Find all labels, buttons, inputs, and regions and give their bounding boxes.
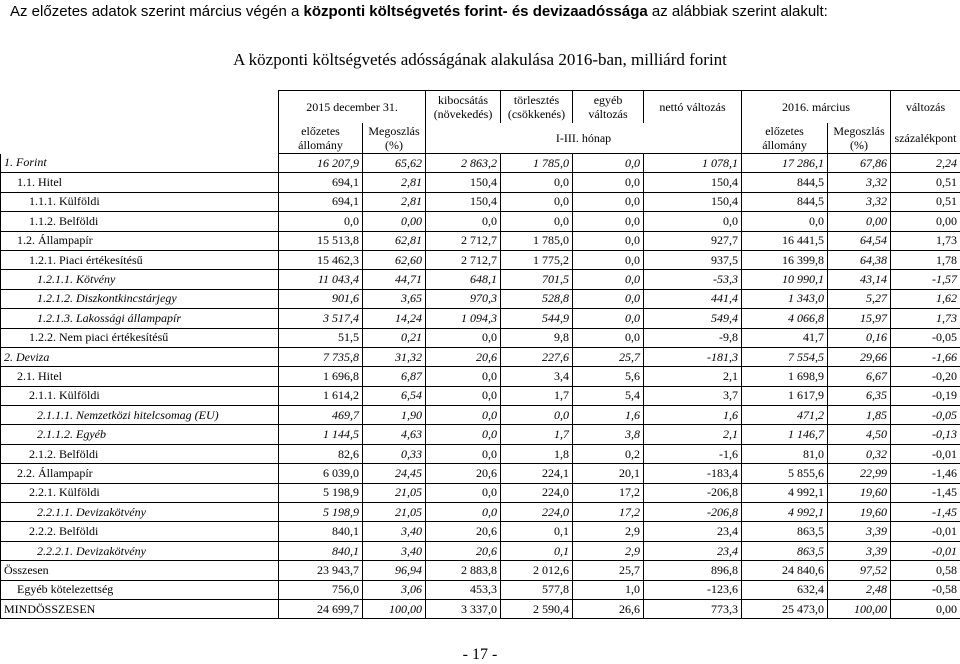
- row-value: 224,0: [501, 483, 573, 502]
- row-value: 24,45: [363, 464, 426, 483]
- row-value: 6,54: [363, 386, 426, 405]
- row-value: 25,7: [573, 561, 644, 580]
- table-row: [1, 231, 960, 250]
- row-value: 26,6: [573, 599, 644, 618]
- row-value: -0,13: [891, 425, 960, 444]
- intro-pre: Az előzetes adatok szerint március végén a: [10, 3, 304, 20]
- row-value: -1,45: [891, 503, 960, 522]
- row-value: 227,6: [501, 347, 573, 366]
- row-value: 17,2: [573, 503, 644, 522]
- row-value: 3,06: [363, 580, 426, 599]
- table-row: [1, 444, 960, 463]
- row-value: 2 863,2: [426, 154, 501, 173]
- row-value: 1 094,3: [426, 309, 501, 328]
- row-value: 1 617,9: [742, 386, 828, 405]
- row-value: 549,4: [644, 309, 742, 328]
- table-body: [1, 154, 960, 619]
- row-value: 4 066,8: [742, 309, 828, 328]
- header-torlesztes: törlesztés (csökkenés): [501, 91, 573, 124]
- row-value: 648,1: [426, 270, 501, 289]
- row-value: 0,32: [828, 444, 891, 463]
- row-value: 2,24: [891, 154, 960, 173]
- row-value: 0,0: [573, 328, 644, 347]
- row-label: 1.1.1. Külföldi: [1, 192, 279, 211]
- row-value: -0,05: [891, 328, 960, 347]
- row-value: 3,40: [363, 522, 426, 541]
- table-row: [1, 270, 960, 289]
- row-label: 1.2.1.3. Lakossági állampapír: [1, 309, 279, 328]
- row-value: 10 990,1: [742, 270, 828, 289]
- row-value: 0,0: [426, 425, 501, 444]
- row-value: -1,6: [644, 444, 742, 463]
- row-value: 7 554,5: [742, 347, 828, 366]
- row-value: 1 078,1: [644, 154, 742, 173]
- row-value: 3,40: [363, 541, 426, 560]
- row-value: 694,1: [279, 192, 363, 211]
- row-value: -0,01: [891, 522, 960, 541]
- row-value: 0,51: [891, 192, 960, 211]
- row-value: 11 043,4: [279, 270, 363, 289]
- row-value: 1,0: [573, 580, 644, 599]
- row-value: 2,81: [363, 192, 426, 211]
- row-value: 14,24: [363, 309, 426, 328]
- row-value: 100,00: [363, 599, 426, 618]
- row-value: 0,0: [644, 212, 742, 231]
- row-label: 2.2.1. Külföldi: [1, 483, 279, 502]
- row-value: 1 785,0: [501, 154, 573, 173]
- table-row: [1, 289, 960, 308]
- row-value: 19,60: [828, 483, 891, 502]
- table-row: [1, 386, 960, 405]
- row-label: Összesen: [1, 561, 279, 580]
- row-value: 15,97: [828, 309, 891, 328]
- row-label: 2.2.1.1. Devizakötvény: [1, 503, 279, 522]
- row-value: 970,3: [426, 289, 501, 308]
- row-value: 844,5: [742, 192, 828, 211]
- row-value: 20,6: [426, 347, 501, 366]
- table-row: [1, 425, 960, 444]
- row-value: 0,0: [426, 444, 501, 463]
- row-label: 2.2.2. Belföldi: [1, 522, 279, 541]
- row-value: 6,35: [828, 386, 891, 405]
- row-value: 5 198,9: [279, 483, 363, 502]
- row-label: 2.1. Hitel: [1, 367, 279, 386]
- row-value: 1,7: [501, 425, 573, 444]
- row-value: 17,2: [573, 483, 644, 502]
- row-value: 24 840,6: [742, 561, 828, 580]
- row-value: 6,87: [363, 367, 426, 386]
- row-value: 224,1: [501, 464, 573, 483]
- row-value: 0,0: [573, 231, 644, 250]
- row-value: 20,6: [426, 522, 501, 541]
- row-value: 2 012,6: [501, 561, 573, 580]
- row-value: 1 696,8: [279, 367, 363, 386]
- row-value: 1,90: [363, 406, 426, 425]
- row-value: -1,66: [891, 347, 960, 366]
- header-valtozas: változás: [891, 91, 960, 124]
- row-value: 5,4: [573, 386, 644, 405]
- row-value: 937,5: [644, 250, 742, 269]
- row-value: 51,5: [279, 328, 363, 347]
- table-row: [1, 580, 960, 599]
- row-value: 1,7: [501, 386, 573, 405]
- row-value: -183,4: [644, 464, 742, 483]
- row-value: 5,6: [573, 367, 644, 386]
- row-value: 441,4: [644, 289, 742, 308]
- row-value: 0,0: [279, 212, 363, 231]
- row-value: 15 513,8: [279, 231, 363, 250]
- row-value: 2 712,7: [426, 250, 501, 269]
- row-value: 1 785,0: [501, 231, 573, 250]
- row-value: 840,1: [279, 522, 363, 541]
- row-value: 2,9: [573, 541, 644, 560]
- row-value: 0,0: [573, 154, 644, 173]
- row-value: 3,32: [828, 192, 891, 211]
- row-value: 0,0: [573, 173, 644, 192]
- row-value: 23 943,7: [279, 561, 363, 580]
- row-value: 0,0: [426, 212, 501, 231]
- row-label: 1.2.1. Piaci értékesítésű: [1, 250, 279, 269]
- row-value: 1 144,5: [279, 425, 363, 444]
- row-value: 64,54: [828, 231, 891, 250]
- row-value: 16 207,9: [279, 154, 363, 173]
- row-value: 469,7: [279, 406, 363, 425]
- row-value: 1 614,2: [279, 386, 363, 405]
- row-value: 3,39: [828, 522, 891, 541]
- row-value: 2 590,4: [501, 599, 573, 618]
- row-value: 863,5: [742, 541, 828, 560]
- row-value: 0,16: [828, 328, 891, 347]
- row-value: 1 698,9: [742, 367, 828, 386]
- row-value: 4 992,1: [742, 503, 828, 522]
- row-value: 20,1: [573, 464, 644, 483]
- row-value: 3,65: [363, 289, 426, 308]
- page-number: - 17 -: [462, 646, 498, 663]
- row-value: 0,0: [573, 212, 644, 231]
- row-value: 0,2: [573, 444, 644, 463]
- row-value: 756,0: [279, 580, 363, 599]
- row-value: 44,71: [363, 270, 426, 289]
- table-row: [1, 561, 960, 580]
- row-value: 29,66: [828, 347, 891, 366]
- row-value: 0,0: [426, 406, 501, 425]
- row-label: 2.1.1.1. Nemzetközi hitelcsomag (EU): [1, 406, 279, 425]
- row-value: 150,4: [644, 173, 742, 192]
- row-label: 1.1.2. Belföldi: [1, 212, 279, 231]
- row-value: 0,0: [573, 192, 644, 211]
- row-value: 17 286,1: [742, 154, 828, 173]
- row-value: 528,8: [501, 289, 573, 308]
- row-value: 577,8: [501, 580, 573, 599]
- row-value: 0,0: [742, 212, 828, 231]
- row-label: 2. Deviza: [1, 347, 279, 366]
- header-kibocsatas: kibocsátás (növekedés): [426, 91, 501, 124]
- row-value: 21,05: [363, 503, 426, 522]
- row-value: 24 699,7: [279, 599, 363, 618]
- table-row: [1, 406, 960, 425]
- header-szazalekpont: százalékpont: [891, 123, 960, 154]
- table-row: [1, 522, 960, 541]
- header-march: 2016. március: [742, 91, 891, 124]
- table-row: [1, 309, 960, 328]
- row-value: 0,0: [426, 328, 501, 347]
- row-label: Egyéb kötelezettség: [1, 580, 279, 599]
- row-value: 23,4: [644, 541, 742, 560]
- row-value: 1 775,2: [501, 250, 573, 269]
- row-value: 81,0: [742, 444, 828, 463]
- row-value: 632,4: [742, 580, 828, 599]
- row-value: 844,5: [742, 173, 828, 192]
- row-value: 31,32: [363, 347, 426, 366]
- row-value: -53,3: [644, 270, 742, 289]
- row-value: 0,0: [573, 289, 644, 308]
- table-row: [1, 367, 960, 386]
- row-value: -206,8: [644, 483, 742, 502]
- row-value: 901,6: [279, 289, 363, 308]
- row-value: 0,0: [573, 309, 644, 328]
- row-value: 471,2: [742, 406, 828, 425]
- row-value: 0,58: [891, 561, 960, 580]
- row-value: 96,94: [363, 561, 426, 580]
- header-i-iii: I-III. hónap: [426, 123, 742, 154]
- table-title: A központi költségvetés adósságának alakulása 2016-ban, milliárd forint: [233, 50, 727, 69]
- row-value: 150,4: [426, 192, 501, 211]
- row-value: 0,1: [501, 541, 573, 560]
- row-value: 1,78: [891, 250, 960, 269]
- row-value: 16 399,8: [742, 250, 828, 269]
- row-value: 0,0: [426, 386, 501, 405]
- row-value: 3,32: [828, 173, 891, 192]
- row-value: 0,0: [426, 503, 501, 522]
- row-value: 1,85: [828, 406, 891, 425]
- row-value: 1,62: [891, 289, 960, 308]
- row-value: -0,01: [891, 444, 960, 463]
- row-label: 1.2.2. Nem piaci értékesítésű: [1, 328, 279, 347]
- table-row: [1, 541, 960, 560]
- table-row: [1, 192, 960, 211]
- row-value: 64,38: [828, 250, 891, 269]
- row-value: 67,86: [828, 154, 891, 173]
- intro-post: az alábbiak szerint alakult:: [647, 3, 828, 20]
- row-value: 3 517,4: [279, 309, 363, 328]
- row-value: 840,1: [279, 541, 363, 560]
- row-value: 0,0: [501, 406, 573, 425]
- row-value: 2,81: [363, 173, 426, 192]
- row-value: 773,3: [644, 599, 742, 618]
- row-value: 22,99: [828, 464, 891, 483]
- row-label: 1.2.1.1. Kötvény: [1, 270, 279, 289]
- row-value: 82,6: [279, 444, 363, 463]
- row-value: 0,0: [501, 212, 573, 231]
- row-value: 694,1: [279, 173, 363, 192]
- table-row: [1, 212, 960, 231]
- header-blank: [1, 91, 279, 154]
- row-value: 2,48: [828, 580, 891, 599]
- row-value: 0,0: [573, 250, 644, 269]
- row-value: 863,5: [742, 522, 828, 541]
- row-value: 544,9: [501, 309, 573, 328]
- row-value: 896,8: [644, 561, 742, 580]
- row-value: 1 146,7: [742, 425, 828, 444]
- table-row: [1, 464, 960, 483]
- row-label: 2.1.1. Külföldi: [1, 386, 279, 405]
- row-label: 1. Forint: [1, 154, 279, 173]
- row-value: 453,3: [426, 580, 501, 599]
- row-value: 701,5: [501, 270, 573, 289]
- intro-bold: központi költségvetés forint- és devizaadóssága: [303, 3, 648, 20]
- row-value: 6,67: [828, 367, 891, 386]
- row-value: 9,8: [501, 328, 573, 347]
- row-value: 150,4: [426, 173, 501, 192]
- header-row-1: [1, 91, 960, 124]
- row-value: 1,73: [891, 309, 960, 328]
- row-value: 1 343,0: [742, 289, 828, 308]
- table-row: [1, 154, 960, 173]
- row-value: 25 473,0: [742, 599, 828, 618]
- row-value: 20,6: [426, 464, 501, 483]
- row-value: -0,58: [891, 580, 960, 599]
- header-dec31: 2015 december 31.: [279, 91, 426, 124]
- table-row: [1, 599, 960, 618]
- row-value: 3,4: [501, 367, 573, 386]
- row-value: 2,9: [573, 522, 644, 541]
- row-value: -181,3: [644, 347, 742, 366]
- row-value: 0,51: [891, 173, 960, 192]
- table-row: [1, 503, 960, 522]
- row-value: -1,57: [891, 270, 960, 289]
- row-value: -0,01: [891, 541, 960, 560]
- row-value: 0,00: [363, 212, 426, 231]
- row-value: -0,20: [891, 367, 960, 386]
- row-value: 0,00: [891, 212, 960, 231]
- row-value: 0,00: [828, 212, 891, 231]
- row-value: 3 337,0: [426, 599, 501, 618]
- row-label: 1.2.1.2. Diszkontkincstárjegy: [1, 289, 279, 308]
- table-row: [1, 483, 960, 502]
- row-value: 21,05: [363, 483, 426, 502]
- row-value: 224,0: [501, 503, 573, 522]
- row-value: 100,00: [828, 599, 891, 618]
- row-value: 19,60: [828, 503, 891, 522]
- row-value: 150,4: [644, 192, 742, 211]
- row-value: 43,14: [828, 270, 891, 289]
- row-value: -9,8: [644, 328, 742, 347]
- row-value: 5 855,6: [742, 464, 828, 483]
- row-value: 1,8: [501, 444, 573, 463]
- row-value: 25,7: [573, 347, 644, 366]
- row-value: 3,7: [644, 386, 742, 405]
- row-value: -1,46: [891, 464, 960, 483]
- row-value: 0,0: [501, 192, 573, 211]
- row-value: 1,6: [644, 406, 742, 425]
- row-value: 4,63: [363, 425, 426, 444]
- row-label: 2.2.2.1. Devizakötvény: [1, 541, 279, 560]
- row-value: 4 992,1: [742, 483, 828, 502]
- row-value: 2,1: [644, 367, 742, 386]
- header-elozetes-2: előzetes állomány: [742, 123, 828, 154]
- row-value: 20,6: [426, 541, 501, 560]
- row-value: 65,62: [363, 154, 426, 173]
- row-value: 0,0: [426, 483, 501, 502]
- row-value: 927,7: [644, 231, 742, 250]
- row-value: 3,39: [828, 541, 891, 560]
- row-label: 2.2. Állampapír: [1, 464, 279, 483]
- row-value: 2 883,8: [426, 561, 501, 580]
- row-value: -206,8: [644, 503, 742, 522]
- header-megoszlas-2: Megoszlás (%): [828, 123, 891, 154]
- table-row: [1, 250, 960, 269]
- row-value: 62,60: [363, 250, 426, 269]
- row-value: 0,0: [426, 367, 501, 386]
- intro-text: [10, 3, 828, 20]
- table-row: [1, 347, 960, 366]
- row-value: 97,52: [828, 561, 891, 580]
- row-value: 0,33: [363, 444, 426, 463]
- row-value: 0,21: [363, 328, 426, 347]
- row-label: 2.1.2. Belföldi: [1, 444, 279, 463]
- row-value: 41,7: [742, 328, 828, 347]
- row-value: 1,6: [573, 406, 644, 425]
- header-elozetes-1: előzetes állomány: [279, 123, 363, 154]
- row-value: 62,81: [363, 231, 426, 250]
- row-value: 0,0: [501, 173, 573, 192]
- row-label: 1.2. Állampapír: [1, 231, 279, 250]
- row-value: 0,1: [501, 522, 573, 541]
- header-megoszlas-1: Megoszlás (%): [363, 123, 426, 154]
- row-value: -0,19: [891, 386, 960, 405]
- row-value: 16 441,5: [742, 231, 828, 250]
- row-value: 0,00: [891, 599, 960, 618]
- row-value: 23,4: [644, 522, 742, 541]
- table-row: [1, 328, 960, 347]
- row-value: -0,05: [891, 406, 960, 425]
- row-label: 1.1. Hitel: [1, 173, 279, 192]
- row-value: -1,45: [891, 483, 960, 502]
- row-value: 6 039,0: [279, 464, 363, 483]
- row-value: 3,8: [573, 425, 644, 444]
- row-label: MINDÖSSZESEN: [1, 599, 279, 618]
- row-value: 2,1: [644, 425, 742, 444]
- row-value: 1,73: [891, 231, 960, 250]
- row-value: 4,50: [828, 425, 891, 444]
- row-value: 7 735,8: [279, 347, 363, 366]
- header-netto: nettó változás: [644, 91, 742, 124]
- row-value: -123,6: [644, 580, 742, 599]
- row-value: 0,0: [573, 270, 644, 289]
- row-value: 15 462,3: [279, 250, 363, 269]
- header-egyeb: egyéb változás: [573, 91, 644, 124]
- row-value: 5 198,9: [279, 503, 363, 522]
- debt-table: [0, 90, 960, 619]
- row-value: 5,27: [828, 289, 891, 308]
- row-value: 2 712,7: [426, 231, 501, 250]
- table-row: [1, 173, 960, 192]
- row-label: 2.1.1.2. Egyéb: [1, 425, 279, 444]
